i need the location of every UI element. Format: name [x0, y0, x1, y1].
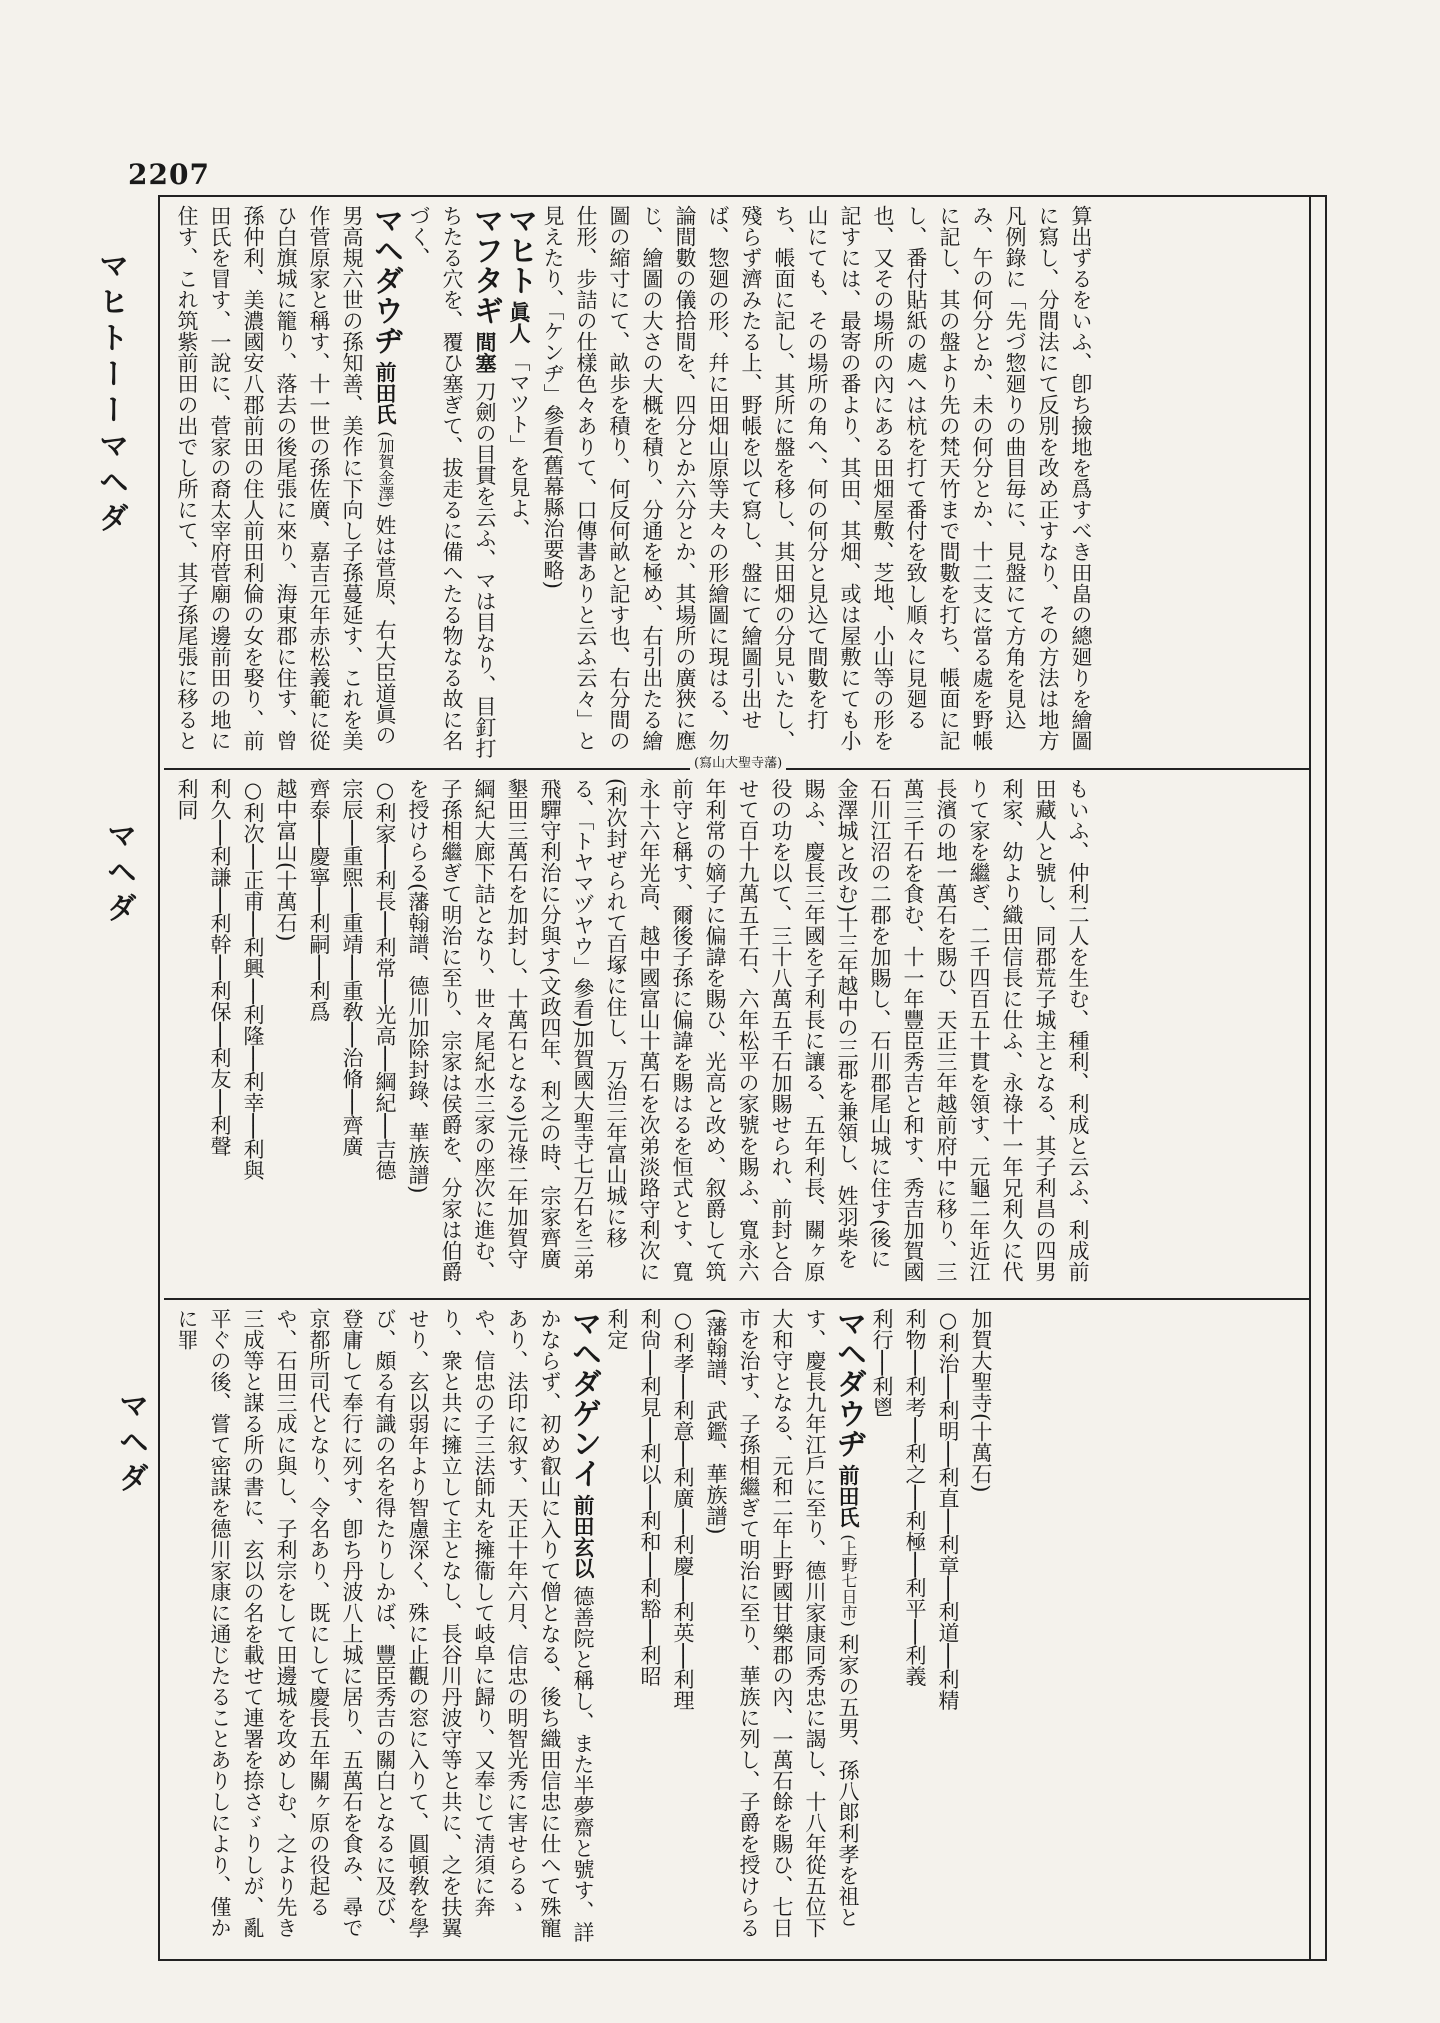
top-section — [170, 205, 1300, 760]
genealogy-line: 宗辰──重煕──重靖──重敎──治脩──齊廣 — [340, 778, 364, 1157]
bottom-text-column — [170, 1308, 997, 1948]
entry-reading: 前田氏 — [836, 1464, 861, 1528]
middle-paragraph: もいふ、仲利二人を生む、種利、利成と云ふ、利成前田藏人と號し、同郡荒子城主となる、其子利昌の四男利家、幼より織田信長に仕ふ、永祿十一年兄利久に代りて家を繼ぎ、二千四百五十貫を領す、元龜二年近江長濱の地一萬石を賜ひ、天正三年越前府中に移り、三萬三千石を食む、十一年豐臣秀吉と和す、秀吉加賀國石川江沼の二郡を加賜し、石川郡尾山城に住す(後に金澤城と改む)十三年越中の三郡を兼領し、姓羽柴を賜ふ、慶長三年國を子利長に讓る、五年利長、關ヶ原役の功を以て、三十八萬五千石加賜せられ、前封と合せて百十九萬五千石、六年松平の家號を賜ふ、寬永六年利常の嫡子に偏諱を賜ひ、光高と改め、叙爵して筑前守と稱す、爾後子孫に偏諱を賜はるを恒式とす、寬永十六年光高、越中國富山十萬石を次弟淡路守利次に(利次封ぜられて百塚に住し、万治三年富山城に移る、「トヤマヅヤウ」參看)加賀國大聖寺七万石を三弟飛驒守利治に分與す(文政四年、利之の時、宗家齊廣墾田三萬石を加封し、十萬石となる)元祿二年加賀守綱紀大廊下詰となり、世々尾紀水三家の座次に進む、子孫相繼ぎて明治に至り、宗家は侯爵を、分家は伯爵を授けらる(藩翰譜、德川加除封錄、華族譜) — [406, 778, 1090, 1282]
entry-text: 德善院と稱し、また半夢齋と號す、詳かならず、初め叡山に入りて僧となる、後ち織田信忠に仕へて殊寵あり、法印に叙す、天正十年六月、信忠の明智光秀に害せらるゝや、信忠の子三法師丸を擁衞して岐阜に歸り、又奉じて淸須に奔り、衆と共に擁立して主となし、長谷川丹波守等と共に、之を扶翼せり、玄以弱年より智慮深く、殊に止觀の窓に入りて、圓頓敎を學び、頗る有識の名を得たりしかば、豐臣秀吉の關白となるに及び、登庸して奉行に列す、卽ち丹波八上城に居り、五萬石を食み、尋で京都所司代となり、令名あり、既にして慶長五年關ヶ原の役起るや、石田三成に與し、子利宗をして田邊城を攻めしむ、之より先き三成等と謀る所の書に、玄以の名を載せて連署を捺さゞりしが、亂平ぐの後、嘗て密謀を德川家康に通じたることありしにより、僅かに罪 — [175, 1308, 595, 1943]
divider-bottom — [164, 1298, 1309, 1300]
margin-label-middle: マヘダ — [101, 820, 136, 928]
entry-text: 「マツト」を見よ、 — [507, 350, 531, 540]
entry-text: 姓は菅原、右大臣道眞の男高規六世の孫知善、美作に下向し子孫蔓延す、これを美作菅原家と稱す、十一世の孫佐廣、嘉吉元年赤松義範に從ひ白旗城に籠り、落去の後尾張に來り、海東郡に住す、曾孫仲利、美濃國安八郡前田の住人前田利倫の女を娶り、前田氏を冒す、一說に、菅家の裔太宰府菅廟の邊前田の地に住す、これ筑紫前田の出でし所にて、其子孫尾張に移ると — [175, 205, 397, 751]
entry-head: マヘダウヂ — [368, 205, 403, 355]
page-number: 2207 — [128, 158, 210, 191]
entry-head: マヘダゲンイ — [566, 1308, 601, 1488]
entry-maedagenni — [170, 1308, 600, 1948]
entry-mahito — [502, 205, 536, 760]
margin-label-top: マヒトーーマヘダ — [93, 250, 128, 538]
genealogy-line: 利行──利鬯 — [870, 1308, 894, 1418]
genealogy-line: 利尙──利見──利以──利和──利豁──利昭 — [638, 1308, 662, 1687]
top-text-column — [170, 205, 1097, 760]
genealogy-line: 利久──利謙──利幹──利保──利友──利聲 — [208, 778, 232, 1157]
middle-section — [170, 778, 1300, 1290]
entry-reading: 前田氏 — [373, 361, 398, 425]
entry-maedauji-nanokaichi — [699, 1308, 865, 1948]
genealogy-line: 利物──利考──利之──利極──利平──利義 — [903, 1308, 927, 1687]
entry-reading: 間塞 — [473, 331, 498, 374]
bottom-section — [170, 1308, 1300, 1948]
entry-mafutagi — [402, 205, 502, 760]
genealogy-line: 加賀大聖寺(十萬石) — [969, 1308, 993, 1493]
top-paragraph: 算出ずるをいふ、卽ち撿地を爲すべき田畠の總廻りを繪圖に寫し、分間法にて反別を改め正すなり、その方法は地方凡例錄に「先づ惣廻りの曲目毎に、見盤にて方角を見込み、午の何分とか、未の何分とか、十二支に當る處を野帳に記し、其の盤より先の梵天竹まで間數を打ち、帳面に記し、番付貼紙の處へは杭を打て番付を致し順々に見廻る也、又その場所の內にある田畑屋敷、芝地、小山等の形を記すには、最寄の番より、其田、其畑、或は屋敷にても小山にても、その場所の角へ、何の何分と見込て間數を打ち、帳面に記し、其所に盤を移し、其田畑の分見いたし、殘らず濟みたる上、野帳を以て寫し、盤にて繪圖引出せば、惣廻の形、幷に田畑山原等夫々の形繪圖に現はる、勿論間數の儀拾間を、四分とか六分とか、其場所の廣狹に應じ、繪圖の大さの大概を積り、分通を極め、右引出たる繪圖の縮寸にて、畝歩を積り、何反何畝と記す也、右分間の仕形、步詰の仕樣色々ありて、口傳書ありと云ふ云々」と見えたり、「ケンヂ」參看(舊幕縣治要略) — [541, 205, 1093, 751]
middle-text-column — [170, 778, 1094, 1290]
genealogy-line: 越中富山(十萬石) — [274, 778, 298, 942]
genealogy-line: 利同 — [175, 778, 199, 820]
margin-label-bottom: マヘダ — [113, 1390, 148, 1498]
genealogy-line: 利定 — [605, 1308, 629, 1350]
genealogy-line: ○利家──利長──利常──光高──綱紀──吉德 — [373, 778, 397, 1181]
entry-maedauji-kaga — [170, 205, 402, 760]
genealogy-line: ○利孝──利意──利廣──利慶──利英──利理 — [671, 1308, 695, 1711]
middle-caption: (寫山大聖寺藩) — [690, 752, 786, 771]
entry-reading: 眞人 — [507, 301, 532, 344]
entry-reading: 前田玄以 — [571, 1494, 596, 1579]
entry-text: 刀劍の目貫を云ふ、マは目なり、目釘打ちたる穴を、覆ひ塞ぎて、拔走るに備へたる物なる故に名づく、 — [407, 205, 497, 759]
entry-note: (加賀金澤) — [376, 431, 395, 508]
genealogy-line: 齊泰──慶寧──利嗣──利爲 — [307, 778, 331, 1022]
entry-head: マフタギ — [468, 205, 503, 325]
genealogy-line: ○利次──正甫──利興──利隆──利幸──利與 — [241, 778, 265, 1181]
entry-head: マヘダウヂ — [831, 1308, 866, 1458]
entry-note: (上野七日市) — [839, 1534, 858, 1627]
genealogy-line: ○利治──利明──利直──利章──利道──利精 — [936, 1308, 960, 1711]
entry-text: 利家の五男、孫八郞利孝を祖とす、慶長九年江戶に至り、德川家康同秀忠に謁し、十八年從五位下大和守となる、元和二年上野國甘樂郡の內、一萬石餘を賜ひ、七日市を治す、子孫相繼ぎて明治に至り、華族に列し、子爵を授けらる(藩翰譜、武鑑、華族譜) — [704, 1308, 860, 1938]
entry-head: マヒト — [502, 205, 537, 295]
